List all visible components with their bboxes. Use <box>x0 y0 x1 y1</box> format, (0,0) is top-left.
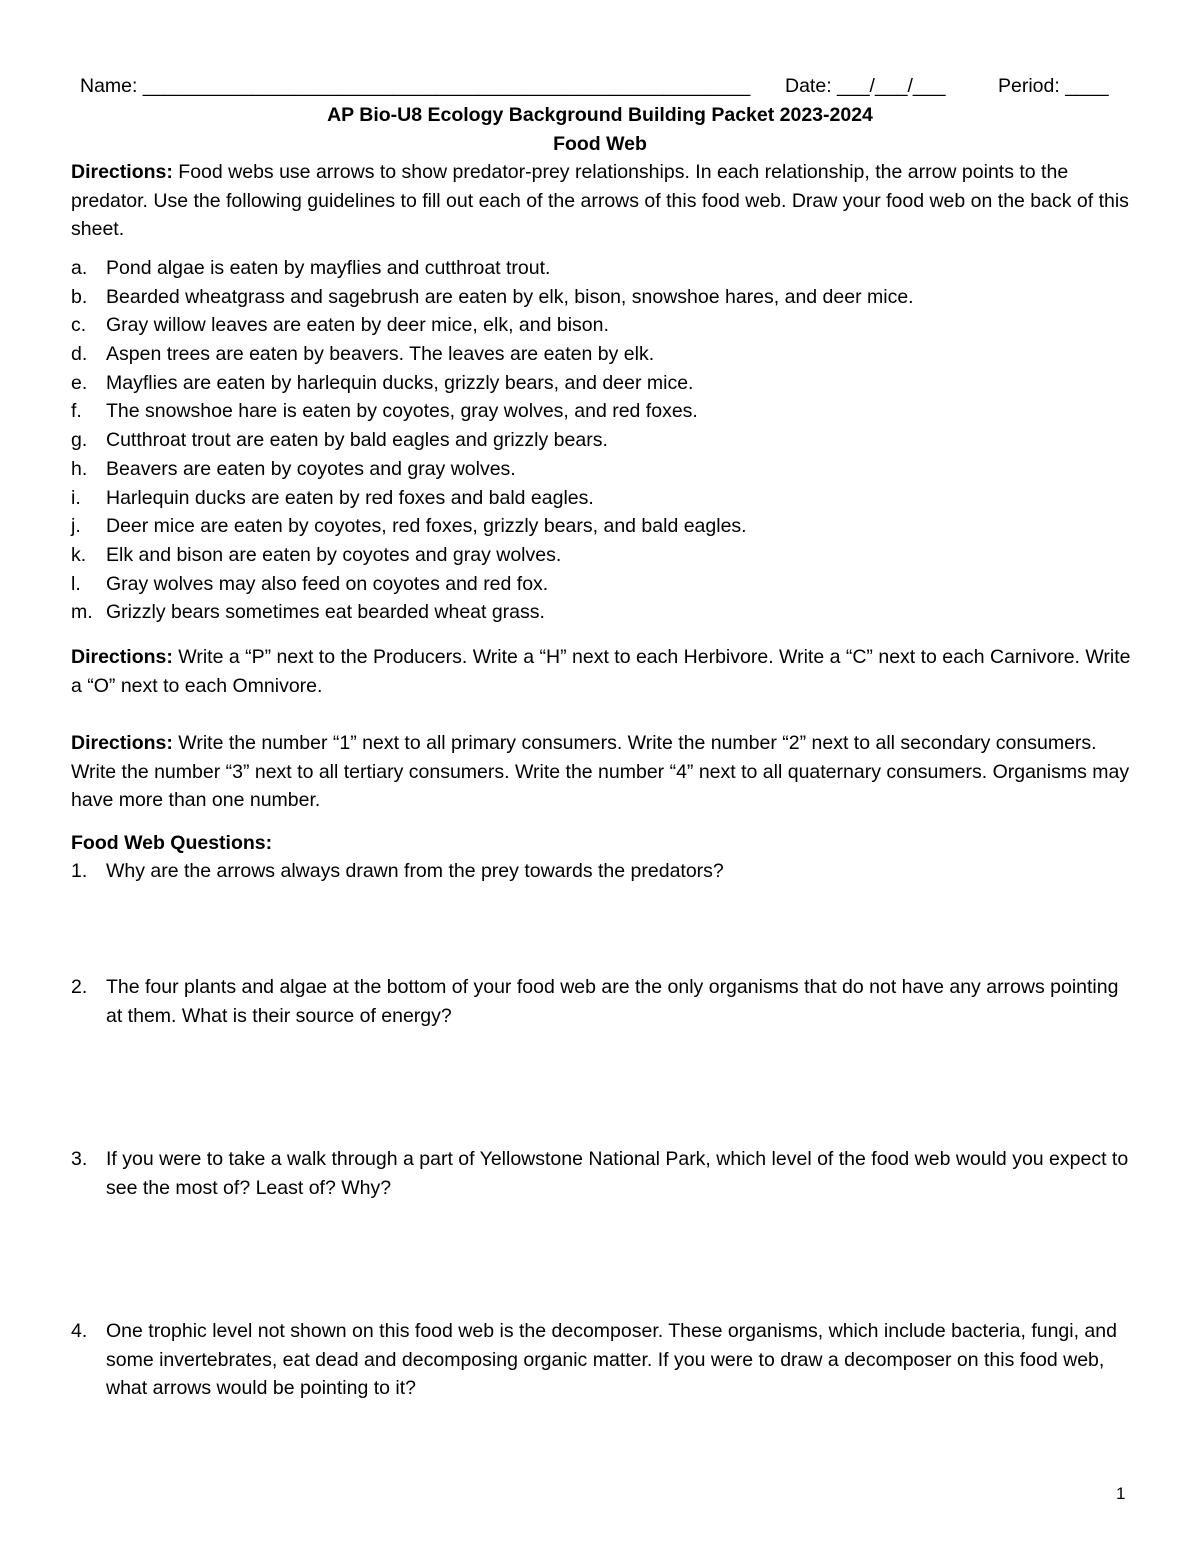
question-number: 3. <box>71 1148 88 1170</box>
page-number: 1 <box>1116 1484 1126 1503</box>
question-4 <box>71 1317 1136 1403</box>
directions-text: Write a “P” next to the Producers. Write a “H” next to each Herbivore. Write a “C” next to each Carnivore. Write a “O” next to each Omnivore. <box>71 646 1131 697</box>
question-text: One trophic level not shown on this food web is the decomposer. These organisms, which include bacteria, fungi, and some invertebrates, eat dead and decomposing organic matter. If you were to draw a decomposer on this food web, what arrows would be pointing to it? <box>106 1320 1117 1400</box>
list-item: f. The snowshoe hare is eaten by coyotes, gray wolves, and red foxes. <box>71 400 698 423</box>
question-number: 1. <box>71 860 88 882</box>
student-info-header <box>80 72 1125 102</box>
directions-text: Write the number “1” next to all primary consumers. Write the number “2” next to all secondary consumers. Write the number “3” next to all tertiary consumers. Write the number “4” next to all quaternary consumers. Organisms may have more than one number. <box>71 732 1130 812</box>
list-item: c. Gray willow leaves are eaten by deer mice, elk, and bison. <box>71 314 609 337</box>
list-item: g. Cutthroat trout are eaten by bald eagles and grizzly bears. <box>71 429 608 452</box>
questions-heading: Food Web Questions: <box>71 832 273 854</box>
list-item: b. Bearded wheatgrass and sagebrush are eaten by elk, bison, snowshoe hares, and deer mice. <box>71 285 914 308</box>
period-field[interactable]: Period: ____ <box>998 75 1109 97</box>
name-field[interactable]: Name: ________________________________________________________ <box>80 75 751 97</box>
question-3 <box>71 1145 1136 1202</box>
question-text: If you were to take a walk through a part of Yellowstone National Park, which level of the food web would you expect to see the most of? Least of? Why? <box>106 1148 1129 1199</box>
directions-trophic-type <box>71 643 1136 700</box>
list-item: d. Aspen trees are eaten by beavers. The leaves are eaten by elk. <box>71 343 655 366</box>
question-1 <box>71 857 1136 886</box>
list-item: h. Beavers are eaten by coyotes and gray wolves. <box>71 457 516 480</box>
question-text: Why are the arrows always drawn from the prey towards the predators? <box>106 860 724 882</box>
list-item: e. Mayflies are eaten by harlequin ducks, grizzly bears, and deer mice. <box>71 371 694 394</box>
section-title: Food Web <box>553 133 647 155</box>
question-text: The four plants and algae at the bottom of your food web are the only organisms that do not have any arrows pointing at them. What is their source of energy? <box>106 976 1119 1027</box>
directions-text: Food webs use arrows to show predator-prey relationships. In each relationship, the arrow points to the predator. Use the following guidelines to fill out each of the arrows of this food web. Draw your food web on the back of this sheet. <box>71 161 1129 241</box>
directions-label: Directions: <box>71 161 173 183</box>
list-item: a. Pond algae is eaten by mayflies and cutthroat trout. <box>71 257 551 279</box>
question-number: 4. <box>71 1320 88 1342</box>
food-web-guidelines <box>71 254 1136 627</box>
list-item: j. Deer mice are eaten by coyotes, red foxes, grizzly bears, and bald eagles. <box>71 515 747 538</box>
question-2 <box>71 973 1136 1030</box>
packet-title: AP Bio-U8 Ecology Background Building Packet 2023-2024 <box>327 104 873 126</box>
directions-food-web <box>71 158 1136 244</box>
list-item: l. Gray wolves may also feed on coyotes and red fox. <box>71 572 549 595</box>
list-item: k. Elk and bison are eaten by coyotes and gray wolves. <box>71 543 562 566</box>
directions-consumer-level <box>71 729 1136 815</box>
directions-label: Directions: <box>71 646 173 668</box>
date-field[interactable]: Date: ___/___/___ <box>785 75 946 97</box>
directions-label: Directions: <box>71 732 173 754</box>
list-item: i. Harlequin ducks are eaten by red foxes and bald eagles. <box>71 486 594 509</box>
list-item: m. Grizzly bears sometimes eat bearded wheat grass. <box>71 601 545 624</box>
question-number: 2. <box>71 976 88 998</box>
